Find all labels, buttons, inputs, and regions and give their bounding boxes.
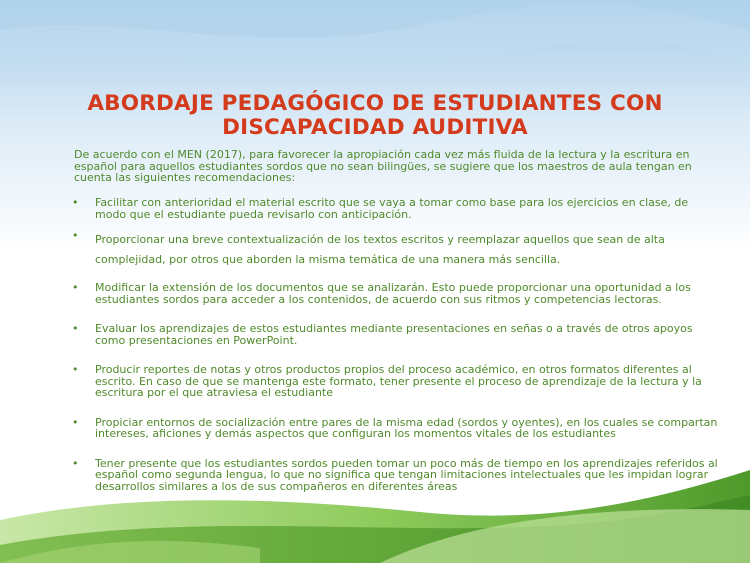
list-item-text: Evaluar los aprendizajes de estos estudiantes mediante presentaciones en señas o a través de otros apoyos como presentaciones en PowerPoint. <box>95 322 693 347</box>
list-item <box>72 323 722 346</box>
slide-title-line-2: DISCAPACIDAD AUDITIVA <box>222 115 528 140</box>
list-item <box>72 282 722 305</box>
list-item <box>72 230 722 270</box>
list-item <box>72 364 722 399</box>
list-item <box>72 197 722 220</box>
bullet-icon: • <box>72 196 79 209</box>
recommendations-list <box>72 197 722 492</box>
bullet-icon: • <box>72 322 79 335</box>
list-item-text: Tener presente que los estudiantes sordos pueden tomar un poco más de tiempo en los aprendizajes referidos al español como segunda lengua, lo que no significa que tengan limitaciones intelectuales que les impidan lograr desarrollos similares a los de sus compañeros en diferentes áreas <box>95 456 718 493</box>
intro-paragraph: De acuerdo con el MEN (2017), para favorecer la apropiación cada vez más fluida de la lectura y la escritura en español para aquellos estudiantes sordos que no sean bilingües, se sugiere que los maestros de aula tengan en cuenta las siguientes recomendaciones: <box>74 148 692 184</box>
bullet-icon: • <box>72 363 79 376</box>
list-item-text: Modificar la extensión de los documentos que se analizarán. Esto puede proporcionar una oportunidad a los estudiantes sordos para acceder a los contenidos, de acuerdo con sus ritmos y competencias lectoras. <box>95 281 691 306</box>
bullet-icon: • <box>72 229 79 242</box>
list-item-text: Producir reportes de notas y otros productos propios del proceso académico, en otros formatos diferentes al escrito. En caso de que se mantenga este formato, tener presente el proceso de aprendizaje de la lectura y la escritura por el que atraviesa el estudiante <box>95 363 702 399</box>
list-item-text: Proporcionar una breve contextualización de los textos escritos y reemplazar aquellos que sean de alta complejidad, por otros que aborden la misma temática de una manera más sencilla. <box>95 233 665 266</box>
slide-title-line-1: ABORDAJE PEDAGÓGICO DE ESTUDIANTES CON <box>87 91 663 116</box>
list-item <box>72 417 722 440</box>
bullet-icon: • <box>72 415 79 429</box>
bullet-icon: • <box>72 456 79 470</box>
list-item <box>72 458 722 493</box>
list-item-text: Facilitar con anterioridad el material escrito que se vaya a tomar como base para los ejercicios en clase, de modo que el estudiante pueda revisarlo con anticipación. <box>95 196 689 221</box>
slide-title <box>40 92 710 140</box>
list-item-text: Propiciar entornos de socialización entre pares de la misma edad (sordos y oyentes), en los cuales se compartan intereses, aficiones y demás aspectos que configuran los momentos vitales de los estudiantes <box>95 415 718 440</box>
bullet-icon: • <box>72 281 79 294</box>
